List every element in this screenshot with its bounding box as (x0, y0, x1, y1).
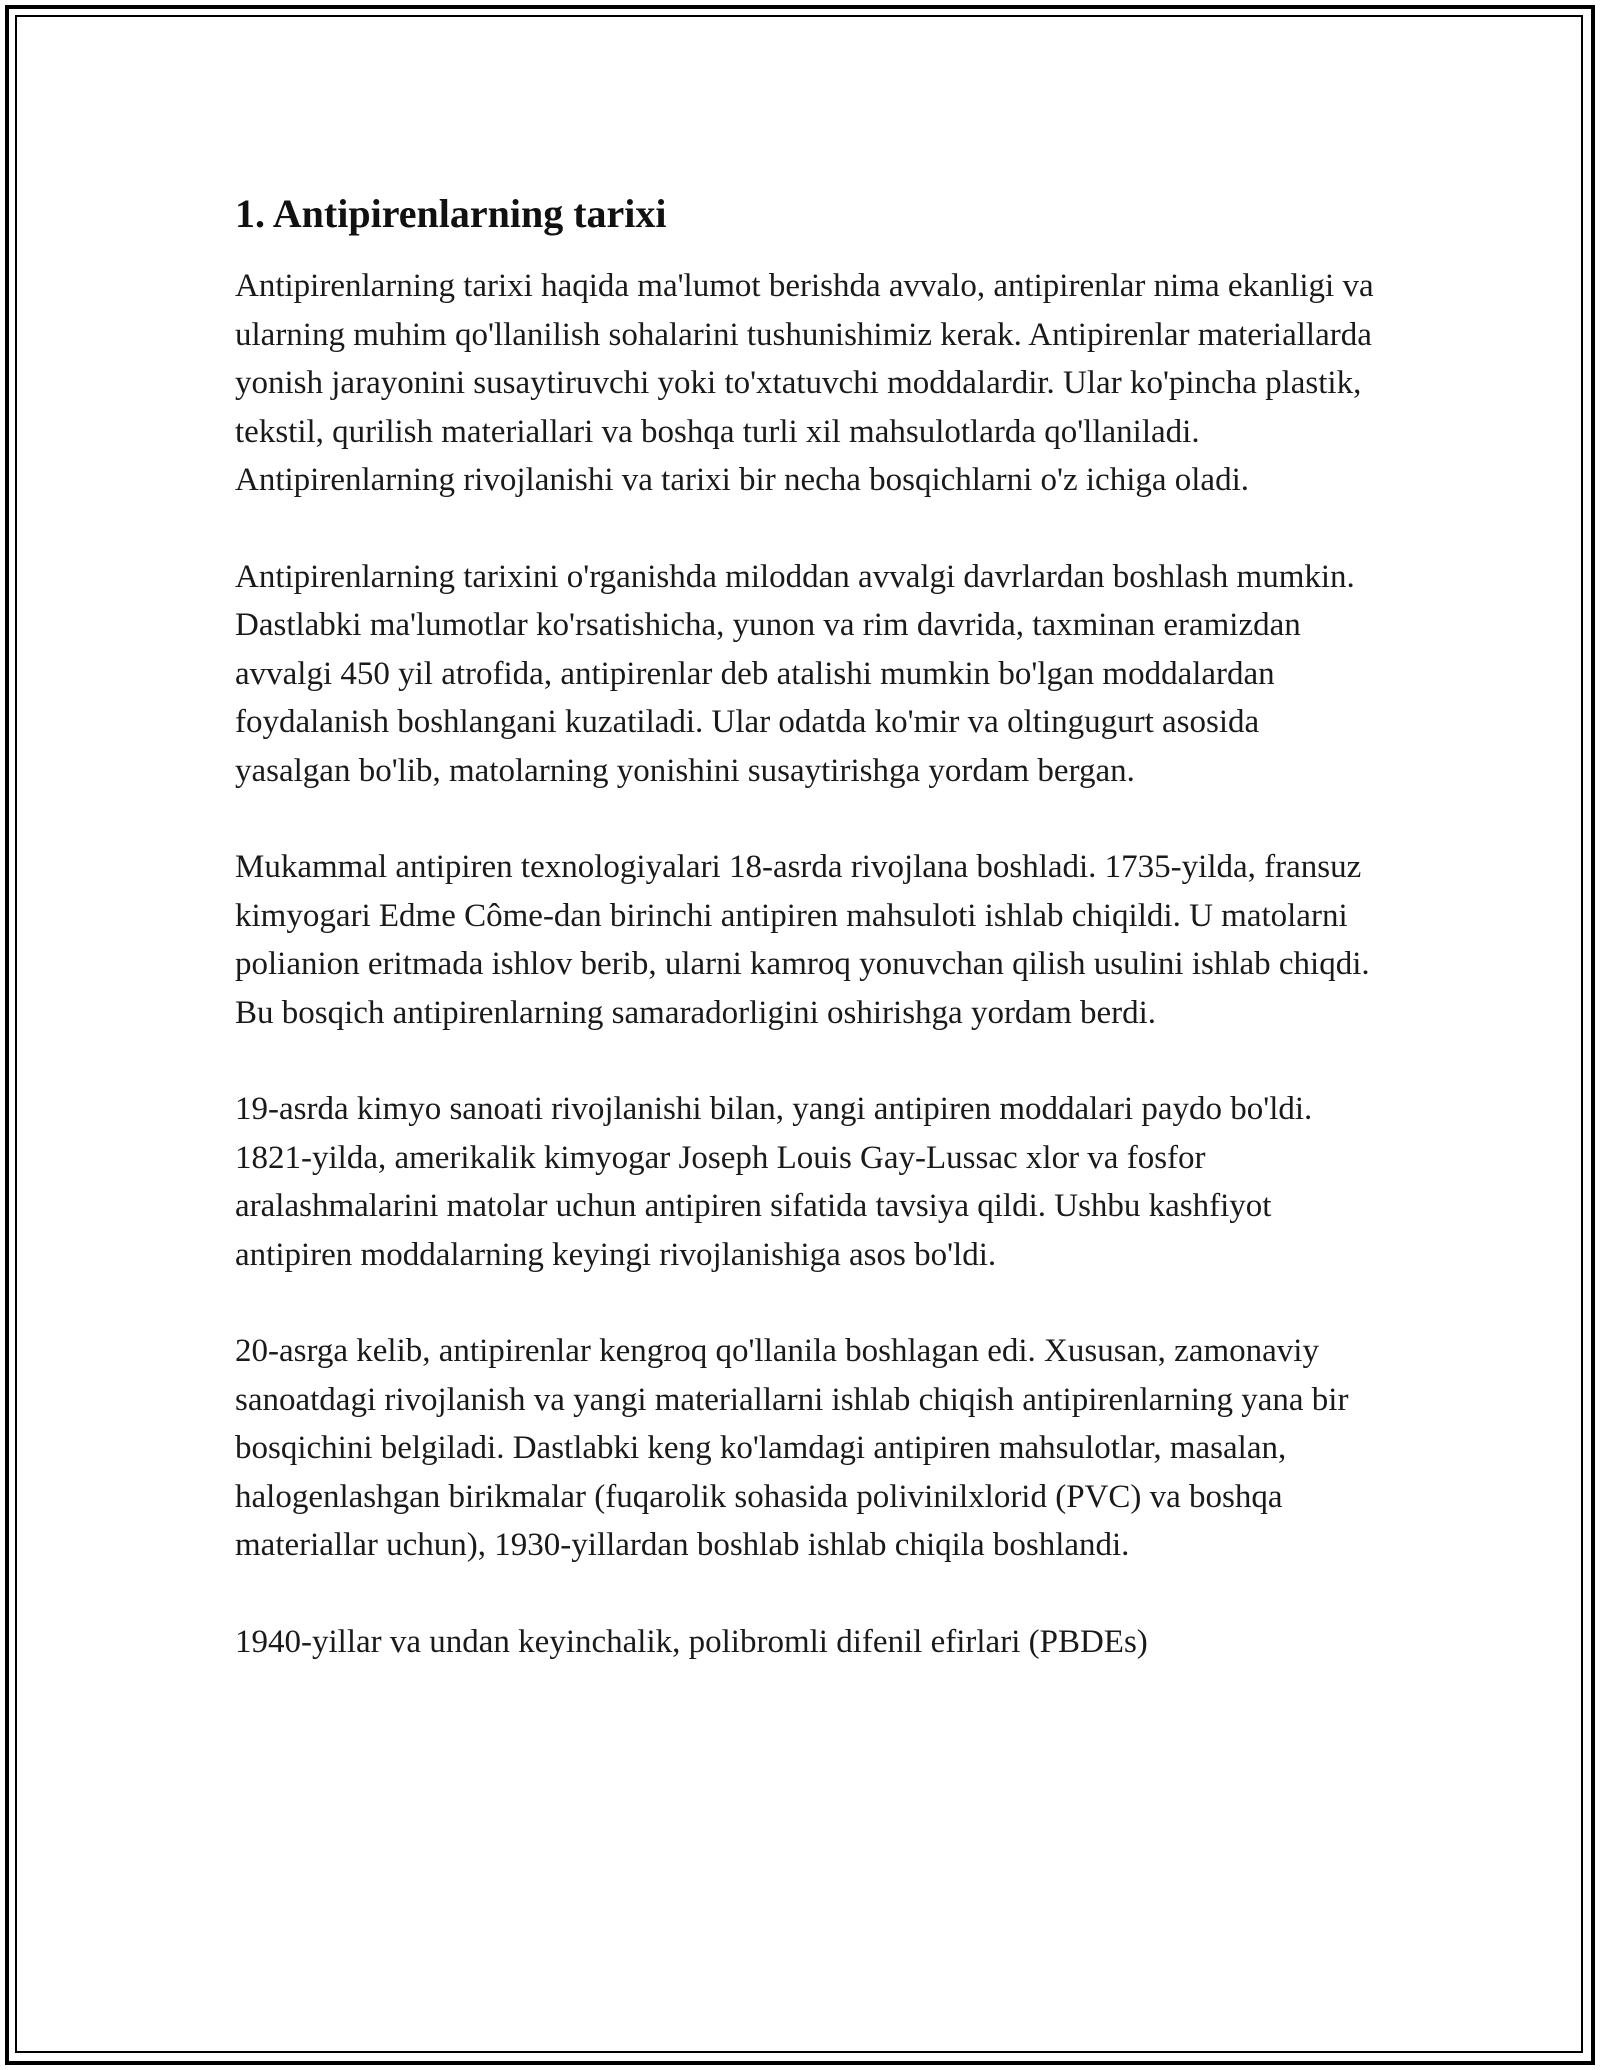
document-body (235, 186, 1375, 1714)
paragraph-1940s: 1940-yillar va undan keyinchalik, polibromli difenil efirlari (PBDEs) (235, 1623, 1148, 1660)
paragraph-ancient-history: Antipirenlarning tarixini o'rganishda miloddan avvalgi davrlardan boshlash mumkin. Dastlabki ma'lumotlar ko'rsatishicha, yunon va rim davrida, taxminan eramizdan avvalgi 450 yil atrofida, antipirenlar deb atalishi mumkin bo'lgan moddalardan foydalanish boshlangani kuzatiladi. Ular odatda ko'mir va oltingugurt asosida yasalgan bo'lib, matolarning yonishini susaytirishga yordam bergan. (235, 558, 1355, 789)
paragraph-18th-century: Mukammal antipiren texnologiyalari 18-asrda rivojlana boshladi. 1735-yilda, fransuz kimyogari Edme Côme-dan birinchi antipiren mahsuloti ishlab chiqildi. U matolarni polianion eritmada ishlov berib, ularni kamroq yonuvchan qilish usulini ishlab chiqdi. Bu bosqich antipirenlarning samaradorligini oshirishga yordam berdi. (235, 849, 1370, 1031)
section-heading: 1. Antipirenlarning tarixi (235, 191, 667, 236)
paragraph-intro: Antipirenlarning tarixi haqida ma'lumot berishda avvalo, antipirenlar nima ekanligi va ularning muhim qo'llanilish sohalarini tushunishimiz kerak. Antipirenlar materiallarda yonish jarayonini susaytiruvchi yoki to'xtatuvchi moddalardir. Ular ko'pincha plastik, tekstil, qurilish materiallari va boshqa turli xil mahsulotlarda qo'llaniladi. Antipirenlarning rivojlanishi va tarixi bir necha bosqichlarni o'z ichiga oladi. (235, 268, 1374, 498)
paragraph-20th-century: 20-asrga kelib, antipirenlar kengroq qo'llanila boshlagan edi. Xususan, zamonaviy sanoatdagi rivojlanish va yangi materiallarni ishlab chiqish antipirenlarning yana bir bosqichini belgiladi. Dastlabki keng ko'lamdagi antipiren mahsulotlar, masalan, halogenlashgan birikmalar (fuqarolik sohasida polivinilxlorid (PVC) va boshqa materiallar uchun), 1930-yillardan boshlab ishlab chiqila boshlandi. (235, 1333, 1349, 1563)
paragraph-19th-century: 19-asrda kimyo sanoati rivojlanishi bilan, yangi antipiren moddalari paydo bo'ldi. 1821-yilda, amerikalik kimyogar Joseph Louis Gay-Lussac xlor va fosfor aralashmalarini matolar uchun antipiren sifatida tavsiya qildi. Ushbu kashfiyot antipiren moddalarning keyingi rivojlanishiga asos bo'ldi. (235, 1091, 1313, 1273)
